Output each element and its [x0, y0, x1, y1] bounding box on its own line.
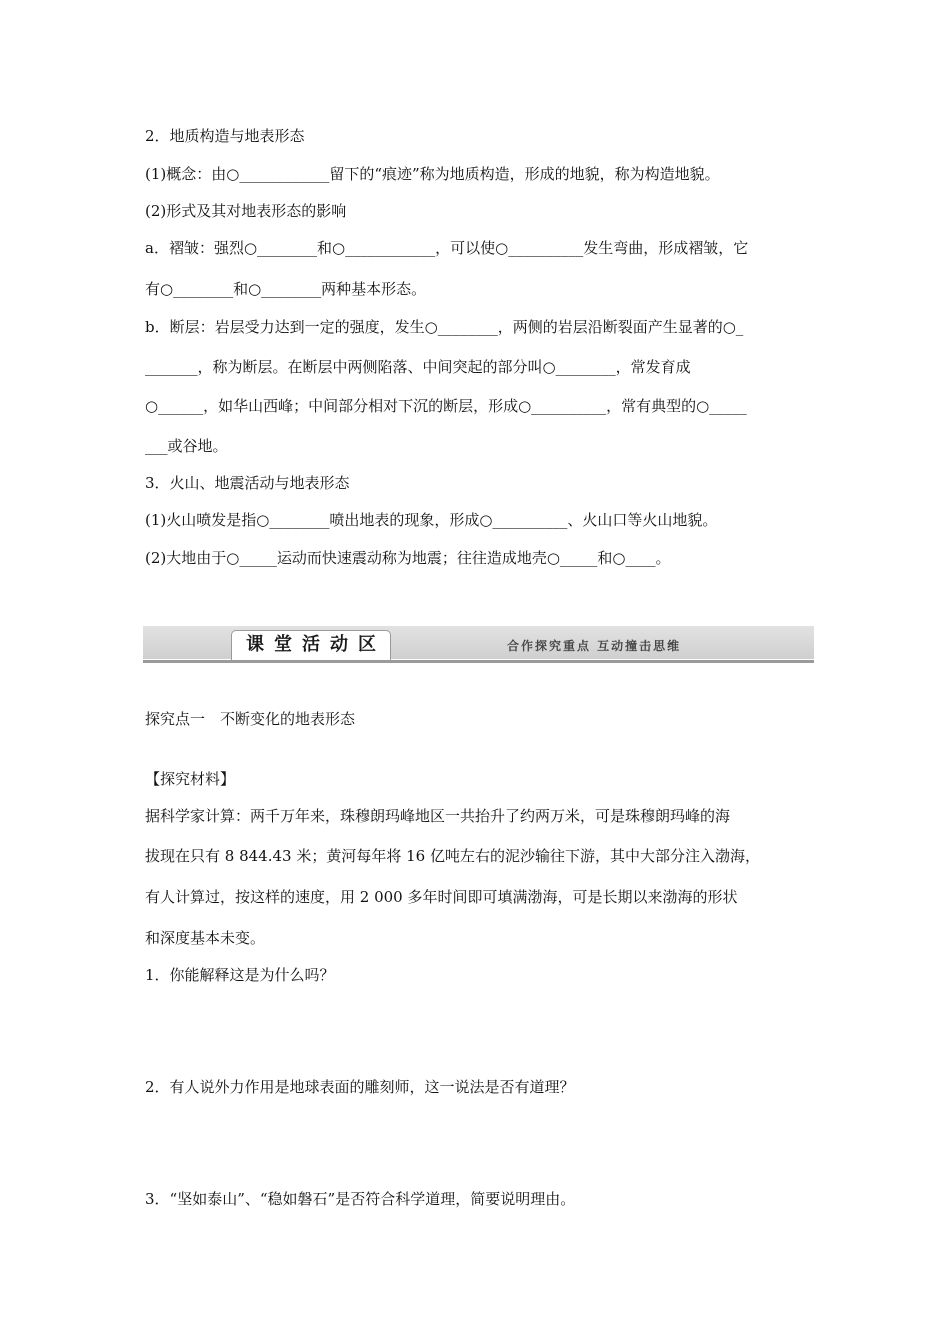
fault-line-4: ___或谷地。: [145, 437, 228, 455]
fold-line-1: a．褶皱：强烈○________和○____________，可以使○__________发生弯曲，形成褶皱，它: [145, 239, 749, 257]
material-line-2: 拔现在只有 8 844.43 米；黄河每年将 16 亿吨左右的泥沙输往下游，其中大部分注入渤海，: [145, 847, 760, 865]
fold-line-2: 有○________和○________两种基本形态。: [145, 280, 427, 298]
material-line-3: 有人计算过，按这样的速度，用 2 000 多年时间即可填满渤海，可是长期以来渤海的形状: [145, 888, 738, 906]
earthquake-line: (2)大地由于○_____运动而快速震动称为地震；往往造成地壳○_____和○____。: [145, 549, 671, 567]
explore-point-title: 探究点一 不断变化的地表形态: [145, 710, 356, 728]
volcano-line: (1)火山喷发是指○________喷出地表的现象，形成○__________、火山口等火山地貌。: [145, 511, 718, 529]
fault-line-2: _______，称为断层。在断层中两侧陷落、中间突起的部分叫○________，常发育成: [145, 358, 691, 376]
forms-heading: (2)形式及其对地表形态的影响: [145, 202, 347, 220]
question-3: 3．“坚如泰山”、“稳如磐石”是否符合科学道理，简要说明理由。: [145, 1190, 576, 1208]
banner-title: 课堂活动区: [231, 630, 391, 660]
question-1: 1．你能解释这是为什么吗？: [145, 966, 335, 984]
banner-slogan: 合作探究重点 互动撞击思维: [507, 639, 682, 653]
fault-line-1: b．断层：岩层受力达到一定的强度，发生○________，两侧的岩层沿断裂面产生显著的○_: [145, 318, 744, 336]
material-line-4: 和深度基本未变。: [145, 929, 266, 947]
fault-line-3: ○______，如华山西峰；中间部分相对下沉的断层，形成○__________，常有典型的○_____: [145, 397, 747, 415]
concept-line: (1)概念：由○____________留下的“痕迹”称为地质构造，形成的地貌，称为构造地貌。: [145, 165, 720, 183]
material-line-1: 据科学家计算：两千万年来，珠穆朗玛峰地区一共抬升了约两万米，可是珠穆朗玛峰的海: [145, 807, 731, 825]
question-2: 2．有人说外力作用是地球表面的雕刻师，这一说法是否有道理？: [145, 1078, 575, 1096]
material-label: 【探究材料】: [145, 770, 236, 788]
section2-heading: 2．地质构造与地表形态: [145, 127, 305, 145]
section-banner: [143, 626, 814, 664]
banner-rule: [143, 660, 814, 663]
section3-heading: 3．火山、地震活动与地表形态: [145, 474, 350, 492]
